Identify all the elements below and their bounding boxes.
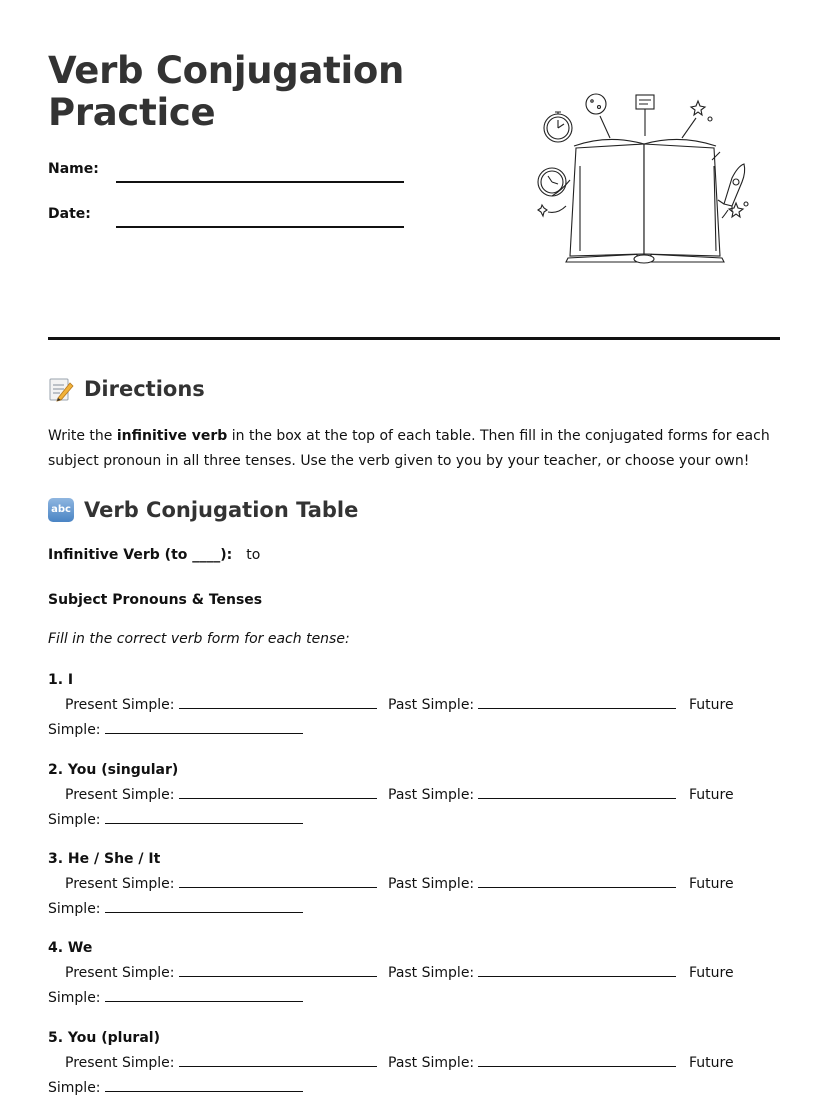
past-simple-label: Past Simple: [388,697,475,713]
present-simple-field[interactable] [65,874,377,894]
tense-line [48,785,780,805]
date-write-line[interactable] [116,226,404,228]
memo-pencil-icon [48,376,74,402]
future-simple-label: Simple: [48,722,101,738]
pronoun-item [48,1029,780,1096]
present-simple-blank[interactable] [179,887,377,888]
subject-pronouns-subheading: Subject Pronouns & Tenses [48,592,263,608]
infinitive-verb-value[interactable]: to [246,547,261,563]
abc-input-icon: abc [48,498,74,522]
infinitive-verb-label: Infinitive Verb (to ____): [48,547,233,563]
present-simple-field[interactable] [65,695,377,715]
name-field[interactable] [48,160,408,184]
conjugation-table-heading [48,497,358,523]
present-simple-field[interactable] [65,963,377,983]
pronoun-label: 2. You (singular) [48,762,179,778]
future-label-start: Future [689,965,734,981]
present-simple-blank[interactable] [179,976,377,977]
future-simple-blank[interactable] [105,912,303,913]
directions-text-end: in the box at the top of each table. Then fill in the conjugated forms for each subject pronoun in all three tenses. Use the verb given to you by your teacher, or choose your own! [48,428,770,469]
present-simple-blank[interactable] [179,798,377,799]
future-label-start: Future [689,876,734,892]
future-simple-label: Simple: [48,1080,101,1096]
present-simple-label: Present Simple: [65,697,175,713]
past-simple-label: Past Simple: [388,965,475,981]
future-simple-field[interactable] [48,810,303,830]
past-simple-field[interactable] [388,963,676,983]
present-simple-blank[interactable] [179,1066,377,1067]
present-simple-label: Present Simple: [65,965,175,981]
pronoun-item [48,850,780,917]
tense-line [48,695,780,715]
past-simple-label: Past Simple: [388,1055,475,1071]
future-label-start: Future [689,787,734,803]
past-simple-field[interactable] [388,874,676,894]
tense-line [48,874,780,894]
future-simple-blank[interactable] [105,1001,303,1002]
future-simple-field[interactable] [48,899,303,919]
past-simple-label: Past Simple: [388,787,475,803]
future-label-start: Future [689,697,734,713]
page-title: Verb Conjugation Practice [48,49,405,134]
future-simple-label: Simple: [48,812,101,828]
directions-heading-label: Directions [84,377,205,401]
section-divider [48,337,780,340]
past-simple-blank[interactable] [478,798,676,799]
directions-text-bold: infinitive verb [116,428,228,444]
future-label-start: Future [689,1055,734,1071]
future-simple-blank[interactable] [105,1091,303,1092]
name-write-line[interactable] [116,181,404,183]
future-simple-blank[interactable] [105,733,303,734]
present-simple-blank[interactable] [179,708,377,709]
infinitive-verb-field[interactable] [48,546,260,564]
directions-text-start: Write the [48,428,117,444]
date-label: Date: [48,206,91,222]
present-simple-label: Present Simple: [65,1055,175,1071]
past-simple-blank[interactable] [478,976,676,977]
past-simple-blank[interactable] [478,708,676,709]
pronoun-label: 4. We [48,940,93,956]
conjugation-table-heading-label: Verb Conjugation Table [84,498,359,522]
directions-paragraph [48,424,778,474]
past-simple-field[interactable] [388,1053,676,1073]
future-simple-label: Simple: [48,990,101,1006]
present-simple-label: Present Simple: [65,787,175,803]
tense-line [48,963,780,983]
pronoun-label: 5. You (plural) [48,1030,160,1046]
fill-instruction: Fill in the correct verb form for each tense: [48,631,350,647]
future-simple-label: Simple: [48,901,101,917]
pronoun-label: 3. He / She / It [48,851,161,867]
past-simple-blank[interactable] [478,1066,676,1067]
date-field[interactable] [48,205,408,229]
past-simple-field[interactable] [388,785,676,805]
future-simple-field[interactable] [48,988,303,1008]
present-simple-label: Present Simple: [65,876,175,892]
open-book-illustration-icon [528,86,760,270]
present-simple-field[interactable] [65,785,377,805]
present-simple-field[interactable] [65,1053,377,1073]
pronoun-label: 1. I [48,672,74,688]
pronoun-item [48,671,780,738]
name-label: Name: [48,161,99,177]
pronoun-item [48,761,780,828]
past-simple-label: Past Simple: [388,876,475,892]
directions-heading [48,376,205,402]
future-simple-field[interactable] [48,1078,303,1098]
tense-line [48,1053,780,1073]
past-simple-field[interactable] [388,695,676,715]
pronoun-item [48,939,780,1006]
future-simple-field[interactable] [48,720,303,740]
future-simple-blank[interactable] [105,823,303,824]
past-simple-blank[interactable] [478,887,676,888]
